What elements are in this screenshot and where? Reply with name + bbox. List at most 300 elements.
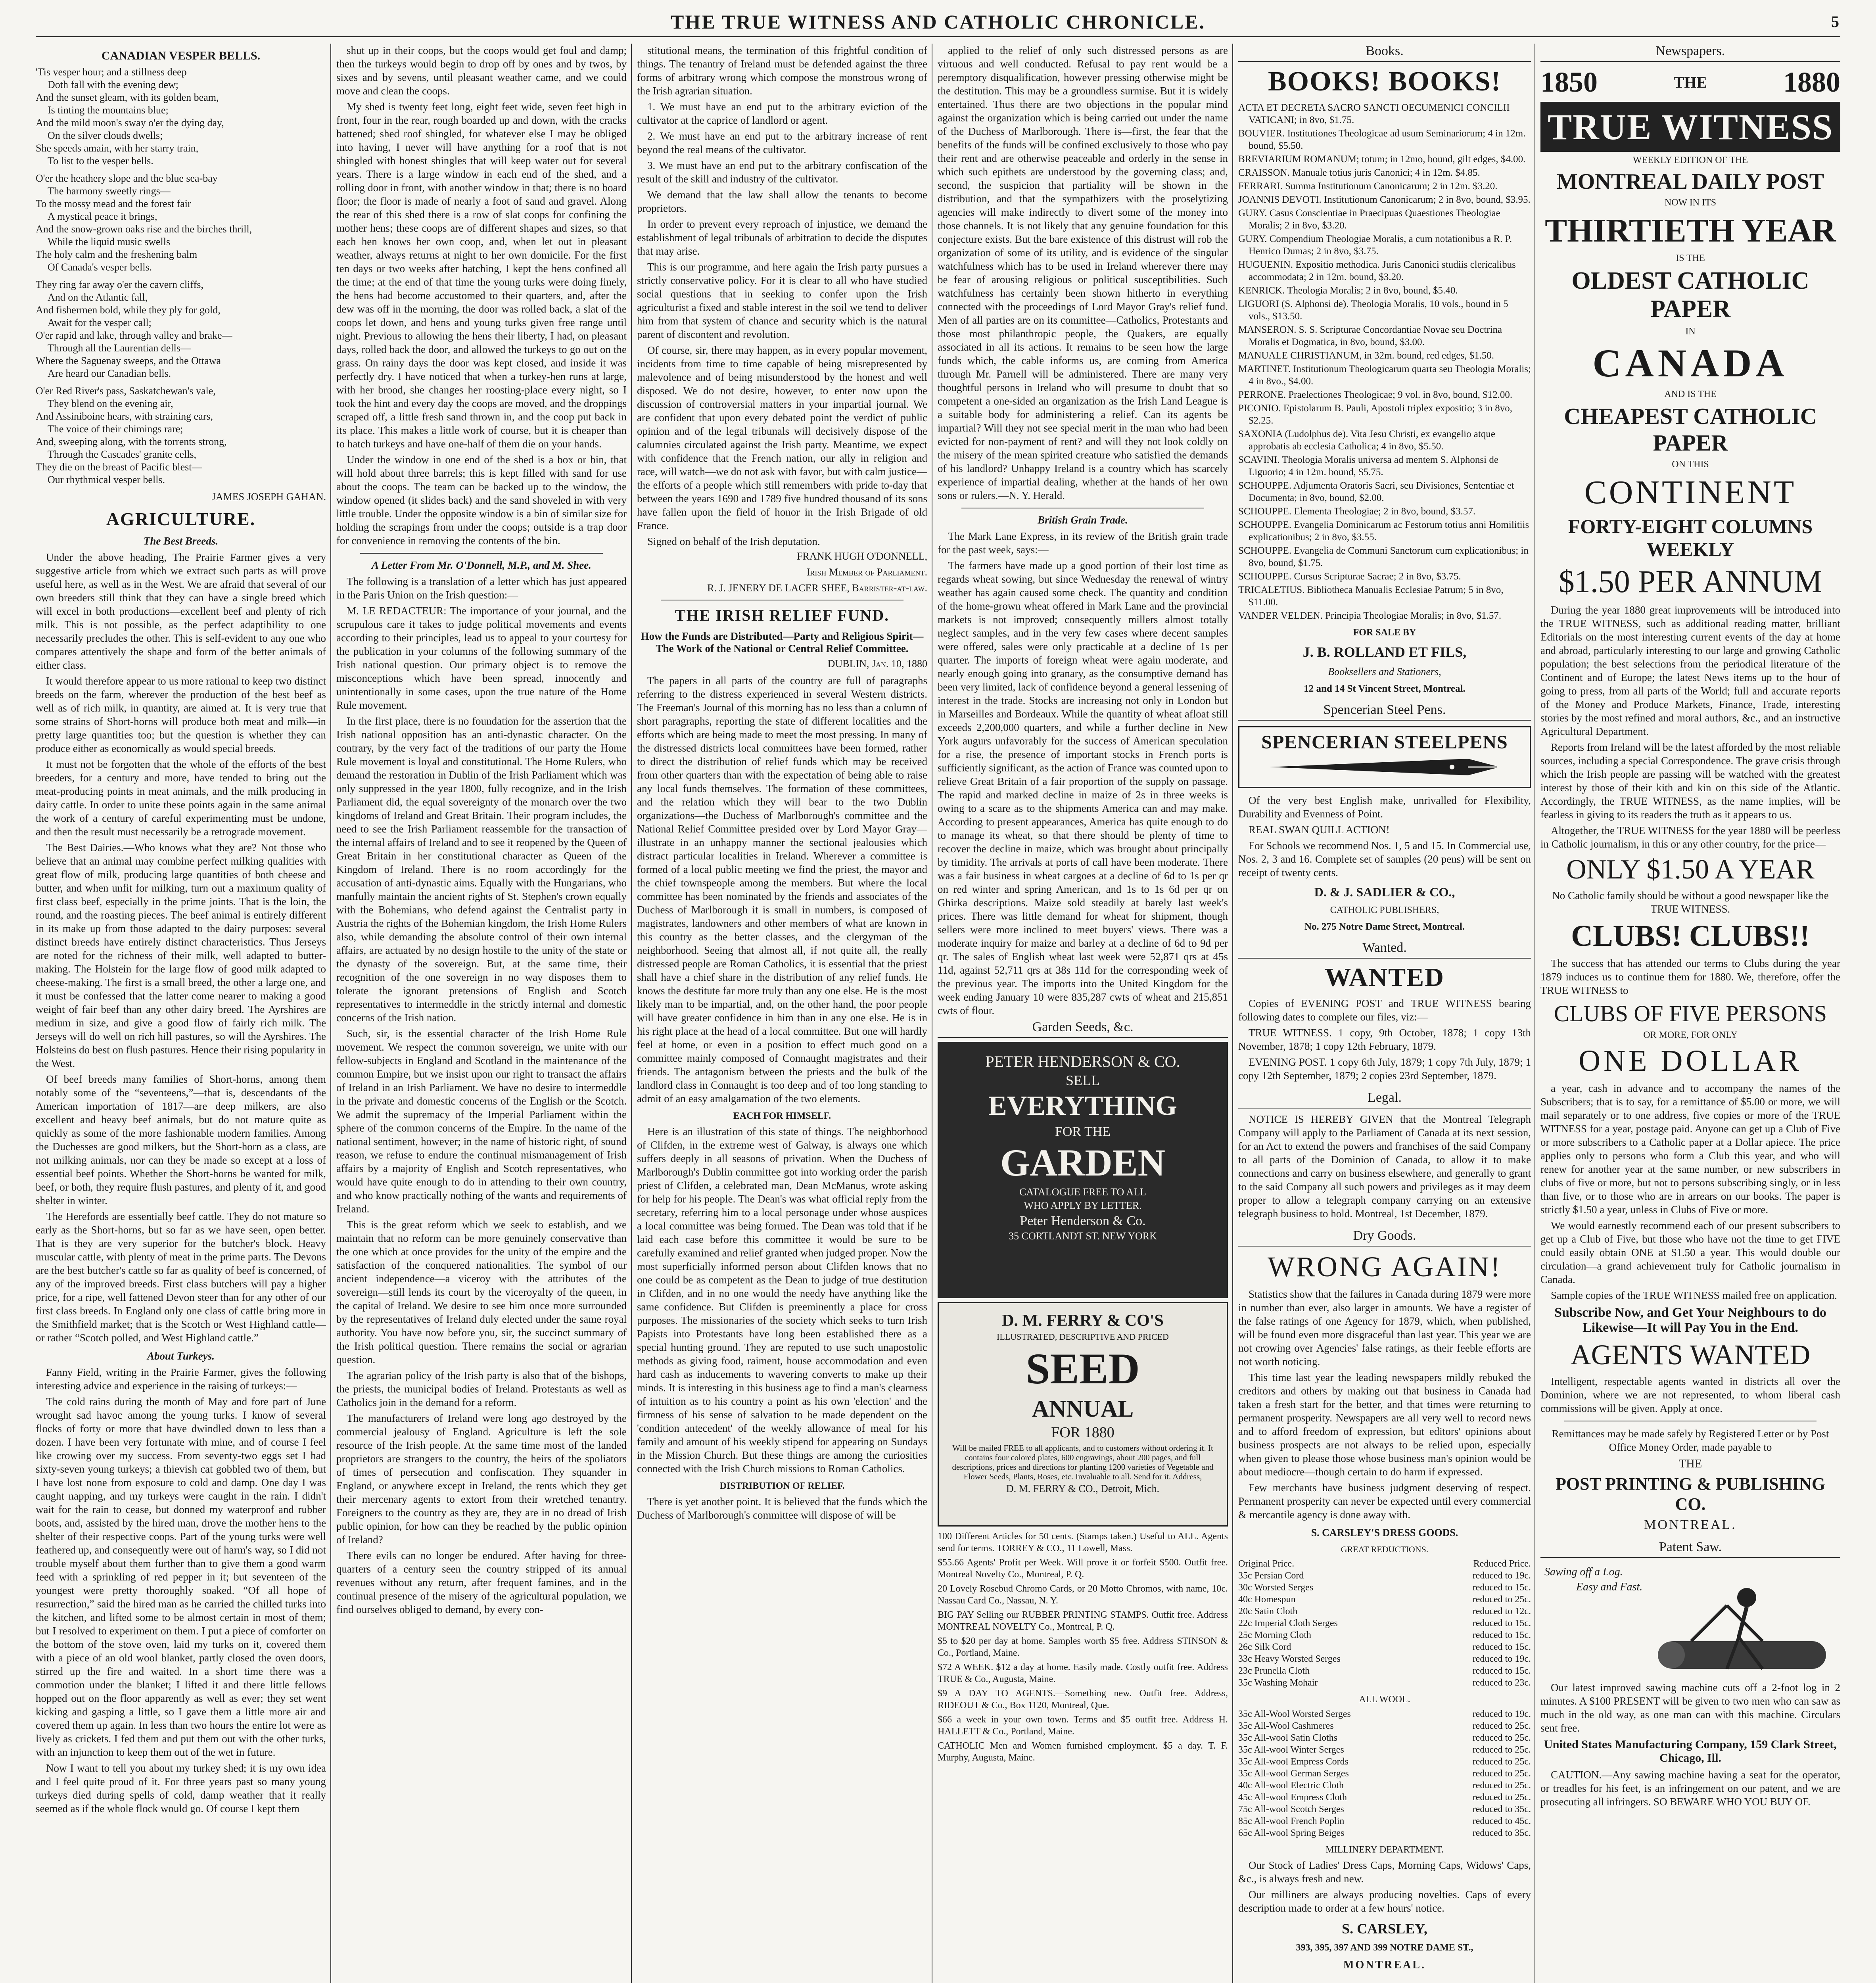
advertiser-name: S. CARSLEY, <box>1342 1921 1427 1937</box>
price-row <box>1238 1768 1531 1780</box>
subhead: DISTRIBUTION OF RELIEF. <box>719 1481 845 1491</box>
poem-line: And the snow-grown oaks rise and the birches thrill, <box>36 223 252 235</box>
paragraph: M. LE REDACTEUR: The importance of your journal, and the scrupulous care it takes to judge political movements and events according to their principles, lead us to appeal to your courtesy for the publication in your columns of the following summary of the Irish national question. Our primary object is to remove the misconceptions which have been spread, innocently and unintentionally in some cases, upon the true nature of the Home Rule movement. <box>336 605 627 711</box>
price-headline: ONE DOLLAR <box>1579 1044 1802 1078</box>
caution-text: CAUTION.—Any sawing machine having a seat for the operator, or treadles for his feet, is an infringement on our patent, and we are prosecuting all infringers. SO BEWARE WHO YOU BUY OF. <box>1540 1769 1840 1808</box>
book-entry: ACTA ET DECRETA SACRO SANCTI OECUMENICI CONCILII VATICANI; in 8vo, $1.75. <box>1238 102 1510 125</box>
book-entry: BREVIARIUM ROMANUM; totum; in 12mo, bound, gilt edges, $4.00. <box>1238 154 1526 165</box>
dateline: DUBLIN, Jan. 10, 1880 <box>827 658 927 669</box>
advertiser-city: MONTREAL. <box>1343 1959 1426 1971</box>
reduced-price: reduced to 35c. <box>1472 1804 1531 1814</box>
paragraph: stitutional means, the termination of this frightful condition of things. The tenantry of Ireland must be defended against the three forms of arbitrary wrong which compose the monstrous wrong of the Irish agrarian situation. <box>637 44 927 97</box>
paragraph: There evils can no longer be endured. After having for three-quarters of a century seen the country stripped of its annual revenues without any return, after frequent famines, and in the continual presence of the misery of the agricultural population, we find ourselves obliged to demand, by every con- <box>336 1550 627 1615</box>
for-sale-label: FOR SALE BY <box>1353 627 1416 638</box>
advertiser-name: D. & J. SADLIER & CO., <box>1314 885 1455 899</box>
classified-ad: $55.66 Agents' Profit per Week. Will prove it or forfeit $500. Outfit free. Montreal Novelty Co., Montreal, P. Q. <box>938 1557 1228 1580</box>
book-entry: MANSERON. S. S. Scripturae Concordantiae Novae seu Doctrina Moralis et Dogmatica, in 8vo, bound, $3.00. <box>1238 324 1502 347</box>
book-entry: SCHOUPPE. Evangelia Dominicarum ac Festorum totius anni Homilitiis explicationibus; 2 in 8vo, $3.55. <box>1238 520 1529 543</box>
book-entry: SCHOUPPE. Evangelia de Communi Sanctorum cum explicationibus; in 8vo, bound, $1.75. <box>1238 545 1529 568</box>
henderson-advert-text <box>939 1043 1227 1252</box>
paragraph: We demand that the law shall allow the tenants to become proprietors. <box>637 189 927 214</box>
column-label: Reduced Price. <box>1473 1559 1531 1569</box>
book-entry: SCHOUPPE. Elementa Theologiae; 2 in 8vo, bound, $3.57. <box>1238 506 1476 517</box>
spencerian-text <box>1238 794 1531 879</box>
poem-line: O'er Red River's pass, Saskatchewan's vale, <box>36 385 216 397</box>
clubs-terms: a year, cash in advance and to accompany the names of the Subscribers; that is to say, for a remittance of $5.00 or more, we will mail separately or to one address, five copies or more of the TRUE WITNESS for a year, postage paid. Anyone can get up a Club of Five or more subscribers to a Catholic paper at a Dollar apiece. The price applies only to persons who form a Club this year, and who will renew for another year at the same number, or new subscribers in clubs of five or more, but not to persons subscribing singly, or in less than five, or to those who are in arrears on our books. The paper is strictly $1.50 a year, unless in Clubs of Five or more. <box>1540 1082 1840 1216</box>
saw-caption: Sawing off a Log. <box>1544 1566 1623 1578</box>
poem-stanza <box>36 172 326 274</box>
paragraph: Under the window in one end of the shed is a box or bin, that will hold about three barrels; this is kept filled with sand for use about the coops. The team can be backed up to the window, the window opened (it slides back) and the sand shoveled in with very little trouble. Under the opposite window is a bin of similar size for holding the scrapings from under the coops; outside is a trap door for convenience in removing the contents of the bin. <box>336 454 627 547</box>
paragraph: Copies of EVENING POST and TRUE WITNESS bearing following dates to complete our files, viz:— <box>1238 997 1531 1023</box>
classified-ad: CATHOLIC Men and Women furnished employment. $5 a day. T. F. Murphy, Augusta, Maine. <box>938 1741 1228 1763</box>
article-heading: About Turkeys. <box>147 1350 215 1362</box>
poem-stanza <box>36 66 326 167</box>
poem-line: The holy calm and the freshening balm <box>36 249 198 260</box>
item-name: 35c All-wool Winter Serges <box>1238 1745 1344 1755</box>
signature: R. J. JENERY DE LACER SHEE, Barrister-at-law. <box>707 582 927 594</box>
reduced-price: reduced to 19c. <box>1472 1571 1531 1581</box>
paragraph: This is our programme, and here again the Irish party pursues a strictly conservative policy. For it is clear to all who have studied social questions that in seeking to confer upon the Irish agriculturist a fixed and stable interest in the soil we tend to deliver him from that system of chance and security which is the natural parent of discontent and revolution. <box>637 261 927 340</box>
article-body <box>637 1125 927 1475</box>
paragraph: In order to prevent every reproach of injustice, we demand the establishment of legal tribunals of arbitration to decide the disputes that may arise. <box>637 218 927 257</box>
paragraph: Now I want to tell you about my turkey shed; it is my own idea and I feel quite proud of it. For three years past so many young turkeys died during spells of cold, damp weather that it really seemed as if the whole flock would go. Of course I kept them <box>36 1762 326 1814</box>
year-start: 1850 <box>1540 66 1598 98</box>
advert-line: EVERYTHING <box>988 1091 1177 1122</box>
reduced-price: reduced to 23c. <box>1472 1678 1531 1688</box>
poem-line: And, sweeping along, with the torrents strong, <box>36 436 227 447</box>
price-row <box>1238 1791 1531 1803</box>
paragraph: Few merchants have business judgment deserving of respect. Permanent prosperity can never be expected until every commercial & mercantile agency is done away with. <box>1238 1482 1531 1521</box>
price-list <box>1238 1708 1531 1839</box>
signature: Irish Member of Parliament. <box>806 566 927 578</box>
publisher-name: POST PRINTING & PUBLISHING CO. <box>1555 1474 1826 1514</box>
poem-line: On the silver clouds dwells; <box>48 130 163 141</box>
item-name: 30c Worsted Serges <box>1238 1582 1314 1593</box>
advert-line: SEED <box>1026 1344 1140 1393</box>
clubs-headline: CLUBS! CLUBS!! <box>1571 919 1810 953</box>
paragraph: The agrarian policy of the Irish party is also that of the bishops, the priests, the municipal bodies of Ireland. Protestants as well as Catholics join in the demand for a reform. <box>336 1369 627 1408</box>
agents-headline: AGENTS WANTED <box>1570 1339 1811 1371</box>
poem-line: Through all the Laurentian dells— <box>48 342 191 354</box>
reduced-price: reduced to 25c. <box>1472 1780 1531 1791</box>
price-headline: $1.50 PER ANNUM <box>1558 564 1822 599</box>
price-row <box>1238 1617 1531 1629</box>
price-list-heading: ALL WOOL. <box>1359 1694 1410 1705</box>
ad-section-title: Wanted. <box>1238 940 1531 959</box>
advertiser-address: 393, 395, 397 AND 399 NOTRE DAME ST., <box>1296 1943 1473 1953</box>
paragraph: 2. We must have an end put to the arbitrary increase of rent beyond the real means of the cultivator. <box>637 130 927 155</box>
subscribe-callout: Subscribe Now, and Get Your Neighbours to do Likewise—It will Pay You in the End. <box>1554 1305 1826 1335</box>
reduced-price: reduced to 15c. <box>1472 1618 1531 1628</box>
article-body <box>637 674 927 1105</box>
column-6 <box>1540 44 1840 1983</box>
sawing-machine-icon <box>1540 1562 1834 1681</box>
price-row <box>1238 1629 1531 1641</box>
tag-line: THIRTIETH YEAR <box>1545 212 1836 249</box>
paragraph: Reports from Ireland will be the latest afforded by the most reliable sources, including a special Correspondence. The grave crisis through which the Irish people are passing will be watched with the greatest interest by those of their kith and kin on this side of the Atlantic. Accordingly, the TRUE WITNESS, as the name implies, will be fearless in giving to its readers the truth as it appears to us. <box>1540 741 1840 821</box>
poem-line: Where the Saguenay sweeps, and the Ottawa <box>36 355 221 366</box>
column-4 <box>938 44 1228 1983</box>
poem-line: They ring far away o'er the cavern cliffs, <box>36 279 203 290</box>
paragraph: The Mark Lane Express, in its review of the British grain trade for the past week, says:— <box>938 530 1228 556</box>
ferry-seed-annual-advert <box>938 1302 1228 1527</box>
book-entry: GURY. Casus Conscientiae in Praecipuas Quaestiones Theologiae Moralis; 2 in 8vo, $3.20. <box>1238 208 1500 231</box>
price-row <box>1238 1827 1531 1839</box>
saw-illustration <box>1540 1562 1840 1681</box>
price-list <box>1238 1570 1531 1689</box>
poem-line: O'er rapid and lake, through valley and brake— <box>36 330 232 341</box>
poem-line: And fishermen bold, while they ply for gold, <box>36 304 221 316</box>
price-row <box>1238 1803 1531 1815</box>
saw-caption: Easy and Fast. <box>1576 1581 1643 1593</box>
ad-section-title: Legal. <box>1238 1090 1531 1108</box>
remittance-text: Remittances may be made safely by Registered Letter or by Post Office Money Order, made payable to <box>1552 1428 1829 1453</box>
paragraph: REAL SWAN QUILL ACTION! <box>1249 824 1390 836</box>
article-title: THE IRISH RELIEF FUND. <box>675 606 890 624</box>
article-heading: British Grain Trade. <box>1038 514 1128 526</box>
column-rule <box>1232 44 1233 1983</box>
reduced-price: reduced to 12c. <box>1472 1606 1531 1617</box>
classified-ad: $72 A WEEK. $12 a day at home. Easily made. Costly outfit free. Address TRUE & Co., Augusta, Maine. <box>938 1662 1228 1684</box>
column-label: Original Price. <box>1238 1559 1295 1569</box>
paragraph: Of the very best English make, unrivalled for Flexibility, Durability and Evenness of Point. <box>1238 794 1531 820</box>
poem-line: Through the Cascades' granite cells, <box>48 449 197 460</box>
poem-line: They blend on the evening air, <box>48 398 173 409</box>
poem-line: To the mossy mead and the forest fair <box>36 198 191 209</box>
article-heading: A Letter From Mr. O'Donnell, M.P., and M. Shee. <box>372 559 591 571</box>
item-name: 22c Imperial Cloth Serges <box>1238 1618 1338 1628</box>
paragraph: Our Stock of Ladies' Dress Caps, Morning Caps, Widows' Caps, &c., is always fresh and new. <box>1238 1859 1531 1885</box>
reduced-price: reduced to 25c. <box>1472 1733 1531 1743</box>
price-list-header <box>1238 1558 1531 1570</box>
wanted-text <box>1238 997 1531 1082</box>
advert-line: FOR 1880 <box>1051 1424 1114 1441</box>
paragraph: Signed on behalf of the Irish deputation. <box>647 535 820 547</box>
article-body <box>336 575 627 1616</box>
price-row <box>1238 1653 1531 1665</box>
book-entry: TRICALETIUS. Bibliotheca Manualis Ecclesiae Patrum; 5 in 8vo, $11.00. <box>1238 585 1504 608</box>
price-row <box>1238 1756 1531 1768</box>
item-name: 35c All-Wool Cashmeres <box>1238 1721 1334 1731</box>
price-row <box>1238 1744 1531 1756</box>
reduced-price: reduced to 15c. <box>1472 1666 1531 1676</box>
advert-line: Peter Henderson & Co. <box>1020 1214 1146 1229</box>
classified-ad: $9 A DAY TO AGENTS.—Something new. Outfit free. Address, RIDEOUT & Co., Box 1120, Montreal, Que. <box>938 1688 1228 1711</box>
legal-notice: NOTICE IS HEREBY GIVEN that the Montreal Telegraph Company will apply to the Parliament of Canada at its next session, for an Act to extend the powers and franchises of the said Company to all parts of the Dominion of Canada, to allow it to make connections and carry on business elsewhere, and generally to grant to the said Company all such powers and privileges as it may deem proper to allow a telegraph company carrying on an extensive telegraph business to hold. Montreal, 1st December, 1879. <box>1238 1113 1531 1220</box>
article-heading: The Best Breeds. <box>143 535 219 547</box>
book-entry: MANUALE CHRISTIANUM, in 32m. bound, red edges, $1.50. <box>1238 350 1494 361</box>
reduced-price: reduced to 45c. <box>1472 1816 1531 1826</box>
advert-line: FOR THE <box>1055 1124 1111 1139</box>
advert-line: CATALOGUE FREE TO ALL <box>1019 1186 1146 1198</box>
paragraph: 1. We must have an end put to the arbitrary eviction of the cultivator at the caprice of landlord or agent. <box>637 101 927 126</box>
item-name: 35c All-wool Empress Cords <box>1238 1757 1348 1767</box>
reduced-price: reduced to 15c. <box>1472 1642 1531 1652</box>
item-name: 26c Silk Cord <box>1238 1642 1291 1652</box>
classified-ads <box>938 1530 1228 1764</box>
price-row <box>1238 1641 1531 1653</box>
price-row <box>1238 1720 1531 1732</box>
book-entry: SCAVINI. Theologia Moralis universa ad mentem S. Alphonsi de Liguorio; 4 in 12m. bound, $5.75. <box>1238 455 1498 478</box>
paragraph: For Schools we recommend Nos. 1, 5 and 15. In Commercial use, Nos. 2, 3 and 16. Complete set of samples (20 pens) will be sent on receipt of twenty cents. <box>1238 840 1531 878</box>
article-body <box>637 44 927 548</box>
paragraph: This is the great reform which we seek to establish, and we maintain that no reform can be more genuinely conservative than the one which at once provides for the unity of the empire and the satisfaction of the conquered nationalities. The symbol of our ancient independence—a viceroy with the attributes of the sovereign—still lends its court by the viceroyalty of the queen, in the capital of Ireland. We desire to see him once more surrounded by the representatives of Ireland duly elected under the same royal authority. You have now before you, sir, the succinct summary of the Irish political question. There remains the social or agrarian question. <box>336 1219 627 1365</box>
article-body <box>36 550 326 1344</box>
true-witness-title: TRUE WITNESS <box>1540 102 1840 152</box>
column-2 <box>336 44 627 1983</box>
classified-ad: 100 Different Articles for 50 cents. (Stamps taken.) Useful to ALL. Agents send for terms. TORREY & CO., 11 Lowell, Mass. <box>938 1531 1228 1553</box>
spencerian-pens-advert <box>1238 726 1531 788</box>
reduced-price: reduced to 25c. <box>1472 1721 1531 1731</box>
item-name: 35c Washing Mohair <box>1238 1678 1318 1688</box>
poem-line: Doth fall with the evening dew; <box>48 79 178 90</box>
reduced-price: reduced to 15c. <box>1472 1630 1531 1640</box>
poem-line: The harmony sweetly rings— <box>48 185 171 197</box>
advert-line: ANNUAL <box>1032 1396 1134 1422</box>
reduced-price: reduced to 19c. <box>1472 1709 1531 1719</box>
paragraph: The Best Dairies.—Who knows what they are? Not those who believe that an animal may combine perfect milking qualities with great flow of milk, producing large quantities of both cheese and butter, and when unfit for milking, turn out a maximum quality of first class beef, especially in the prime joints. That is the loin, the round, and the roasting pieces. The beef animal is entirely different in its make up from those adapted to the dairy purposes: several distinct breeds have entirely distinct characteristics. Thus Jerseys are noted for the richness of their milk, well adapted to butter-making. The Holstein for the large flow of good milk adapted to cheese-making. The first is a small breed, the other a large one, and it must be confessed that the latter come nearer to making a good weight of fair beef than any other dairy breed. The Ayrshires are medium in size, and give a good flow of fairly rich milk. The Jerseys will do well on rich hill pastures, so will the Ayrshires. The Holsteins do best on flush pastures. Hence their rising popularity in the West. <box>36 842 326 1069</box>
article-body <box>336 44 627 547</box>
reduced-price: reduced to 25c. <box>1472 1792 1531 1803</box>
poem-line: A mystical peace it brings, <box>48 211 157 222</box>
poem <box>36 66 326 486</box>
column-1 <box>36 44 326 1983</box>
item-name: 20c Satin Cloth <box>1238 1606 1298 1617</box>
article-subtitle: How the Funds are Distributed—Party and Religious Spirit—The Work of the National or Central Relief Committee. <box>641 630 924 654</box>
reduced-price: reduced to 15c. <box>1472 1582 1531 1593</box>
paragraph: Of beef breeds many families of Short-horns, among them notably some of the “seventeens,”—that is, descendants of the American importation of 1817—are deep milkers, are also excellent and heavy beef animals, but do not mature quite as quickly as some of the more fashionable modern families. Among the Duchesses are good milkers, but the Short-horn as a class, are not milking animals, nor can they be made so except at a loss of essential beef points. Whether the Short-horns be wanted for milk, beef, or both, they require flush pastures, and plenty of it, and good shelter in winter. <box>36 1073 326 1206</box>
classified-ad: $66 a week in your own town. Terms and $5 outfit free. Address H. HALLETT & Co., Portland, Maine. <box>938 1715 1228 1737</box>
paragraph: Fanny Field, writing in the Prairie Farmer, gives the following interesting advice and experience in the raising of turkeys:— <box>36 1366 326 1392</box>
item-name: 85c All-wool French Poplin <box>1238 1816 1345 1826</box>
book-entry: PERRONE. Praelectiones Theologicae; 9 vol. in 8vo, bound, $12.00. <box>1238 389 1513 400</box>
classified-ad: 20 Lovely Rosebud Chromo Cards, or 20 Motto Chromos, with name, 10c. Nassau Card Co., Nassau, N. Y. <box>938 1584 1228 1606</box>
poem-line: Our rhythmical vesper bells. <box>48 474 165 485</box>
masthead-title: THE TRUE WITNESS AND CATHOLIC CHRONICLE. <box>670 11 1206 33</box>
book-entry: GURY. Compendium Theologiae Moralis, a cum notationibus a R. P. Henrico Dumas; 2 in 8vo, $3.75. <box>1238 234 1512 257</box>
column-rule <box>330 44 331 1983</box>
poem-line: O'er the heathery slope and the blue sea-bay <box>36 173 218 184</box>
subscription-text <box>1540 603 1840 851</box>
column-5 <box>1238 44 1531 1983</box>
book-entry: JOANNIS DEVOTI. Institutionum Canonicarum; 2 in 8vo, bound, $3.95. <box>1238 194 1531 205</box>
ad-section-title: Patent Saw. <box>1540 1540 1840 1558</box>
tag-line: CHEAPEST CATHOLIC PAPER <box>1564 403 1817 456</box>
article-body <box>637 1495 927 1522</box>
book-entry: LIGUORI (S. Alphonsi de). Theologia Moralis, 10 vols., bound in 5 vols., $13.50. <box>1238 299 1508 322</box>
paragraph: shut up in their coops, but the coops would get foul and damp; then the turkeys would begin to drop off by ones and by twos, by sixes and by sevens, until pleasant weather came, and we could move and clean the coops. <box>336 44 627 97</box>
divider <box>360 553 603 554</box>
article-body <box>36 1365 326 1815</box>
paragraph: Our milliners are always producing novelties. Caps of every description made to order at a few hours' notice. <box>1238 1889 1531 1914</box>
spencerian-headline: SPENCERIAN STEELPENS <box>1261 732 1508 753</box>
ad-section-title: Books. <box>1238 44 1531 62</box>
poem-line: While the liquid music swells <box>48 236 171 247</box>
henderson-seed-advert <box>938 1042 1228 1298</box>
book-entry: BOUVIER. Institutiones Theologicae ad usum Seminariorum; 4 in 12m. bound, $5.50. <box>1238 128 1526 151</box>
book-list <box>1238 102 1531 622</box>
advert-line: SELL <box>1066 1072 1100 1088</box>
dry-goods-text <box>1238 1287 1531 1521</box>
manufacturer: United States Manufacturing Company, 159 Clark Street, Chicago, Ill. <box>1544 1738 1837 1764</box>
clubs-terms: We would earnestly recommend each of our present subscribers to get up a Club of Five, but those who have not the time to get FIVE could easily obtain ONE at $1.50 a year. This would double our circulation—a grand achievement truly for Catholic journalism in Canada. <box>1540 1220 1840 1285</box>
paragraph: During the year 1880 great improvements will be introduced into the TRUE WITNESS, such as additional reading matter, brilliant Editorials on the most interesting current events of the day at home and abroad, particularly interesting to our large and growing Catholic population; the best selections from the periodical literature of the Continent and of Europe; the latest News items up to the hour of going to press, from all parts of the World; full and accurate reports of the Money and Produce Markets, Finance, Trade, interesting stories by the most refined and moral authors, &c., and an instructive Agricultural Department. <box>1540 604 1840 737</box>
ferry-advert-text <box>939 1303 1227 1503</box>
tag-line: OR MORE, FOR ONLY <box>1643 1030 1738 1040</box>
poem-stanza <box>36 385 326 486</box>
item-name: 40c Homespun <box>1238 1594 1296 1605</box>
books-headline: BOOKS! BOOKS! <box>1268 66 1502 97</box>
advert-line: PETER HENDERSON & CO. <box>985 1053 1180 1070</box>
clubs-text: The success that has attended our terms to Clubs during the year 1879 induces us to continue them for 1880. We, therefore, offer the TRUE WITNESS to <box>1540 957 1840 996</box>
advert-line: ILLUSTRATED, DESCRIPTIVE AND PRICED <box>997 1332 1169 1342</box>
article-body <box>938 529 1228 1017</box>
book-entry: SCHOUPPE. Adjumenta Oratoris Sacri, seu Divisiones, Sententiae et Documenta; in 8vo, bound, $2.00. <box>1238 480 1514 503</box>
reduced-price: reduced to 25c. <box>1472 1757 1531 1767</box>
price-row <box>1238 1677 1531 1689</box>
tag-line: MONTREAL DAILY POST <box>1556 169 1824 194</box>
item-name: 45c All-wool Empress Cloth <box>1238 1792 1347 1803</box>
price-row <box>1238 1708 1531 1720</box>
paragraph: EVENING POST. 1 copy 6th July, 1879; 1 copy 7th July, 1879; 1 copy 12th September, 1879; 2 copies 23rd September, 1879. <box>1238 1056 1531 1082</box>
millinery-text <box>1238 1858 1531 1915</box>
paragraph: Here is an illustration of this state of things. The neighborhood of Clifden, in the extreme west of Galway, is always one which suffers deeply in all seasons of privation. When the Duchess of Marlborough's Dublin committee got into working order the parish priest of Clifden, a celebrated man, Dean McManus, wrote asking for help for his people. The Dean's was what official reply from the secretary, referring him to a local personage under whose auspices a local committee was being formed. The Dean was told that if he laid each case before this committee it would be sure to be carefully examined and relief granted when judged proper. Now the most superficially informed person about Clifden knows that no one could be as competent as the Dean to judge of true destitution in Clifden, and in no one would the needy have anything like the same confidence. But Clifden is preeminently a place for cross purposes. The missionaries of the society which seeks to turn Irish Papists into Protestants have long been established there as a special hunting ground. They are reputed to use such unapostolic methods as giving food, raiment, house accommodation and even hard cash as inducements to wavering converts to make up their minds. It is interesting in this business age to find a man's clearness of intuition as to his country a point as his own 'election' and the firmness of his sense of salvation to be made dependent on the 'condition antecedent' of the weekly allowance of meal for his family and amount of his weekly stipend for appearing on Sundays in the Mission Church. But these things are among the curiosities connected with the Irish Church missions to Roman Catholics. <box>637 1126 927 1475</box>
book-entry: VANDER VELDEN. Principia Theologiae Moralis; in 8vo, $1.57. <box>1238 610 1502 621</box>
price-row <box>1238 1605 1531 1617</box>
paragraph: The manufacturers of Ireland were long ago destroyed by the commercial jealousy of England. Agriculture is left the sole resource of the Irish people. At the same time most of the landed proprietors are strangers to the country, the heirs of the spoliators of times of persecution and confiscation. They squander in England, or anywhere except in Ireland, the rents which they get their mercenary agents to extort from their wretched tenantry. Foreigners to the country as they are, they are in no dread of Irish public opinion, for how can they be reached by the public opinion of Ireland? <box>336 1412 627 1546</box>
poem-title: CANADIAN VESPER BELLS. <box>101 49 261 62</box>
poem-line: Of Canada's vesper bells. <box>48 261 152 273</box>
classified-ad: BIG PAY Selling our RUBBER PRINTING STAMPS. Outfit free. Address MONTREAL NOVELTY Co., Montreal, P. Q. <box>938 1610 1228 1632</box>
advertiser-name: J. B. ROLLAND ET FILS, <box>1302 644 1467 660</box>
book-entry: CRAISSON. Manuale totius juris Canonici; 4 in 12m. $4.85. <box>1238 167 1480 178</box>
clubs-terms: Sample copies of the TRUE WITNESS mailed free on application. <box>1551 1289 1837 1301</box>
book-entry: SAXONIA (Ludolphus de). Vita Jesu Christi, ex evangelio atque approbatis ab ecclesia Catholica; 4 in 8vo, $5.50. <box>1238 429 1495 452</box>
saw-text: Our latest improved sawing machine cuts off a 2-foot log in 2 minutes. A $100 PRESENT will be given to two men who can saw as much in the old way, as one man can with this machine. Circulars sent free. <box>1540 1682 1840 1734</box>
paragraph: The Herefords are essentially beef cattle. They do not mature so early as the Short-horns, but so far as we have seen, open better. That is they are very superior for the butcher's block. Heavy muscular cattle, with plenty of meat in the prime parts. The Devons are the best butcher's cattle so far as quality of beef is concerned, of any of the improved breeds. First class butchers will pay a higher price, for a ripe, well fattened Devon steer than for any other of our first class breeds. In England only one class of cattle bring more in the Smithfield market; that is the Scotch or West Highland cattle—or rather “Scotch polled, and West Highland cattle.” <box>36 1210 326 1344</box>
paragraph: In the first place, there is no foundation for the assertion that the Irish national opposition has an anti-dynastic character. On the contrary, by the very fact of the traditions of our party the Home Rule movement is loyal and constitutional. The Home Rulers, who demand the restoration in Dublin of the Irish Parliament which was only suppressed in the year 1800, fully recognize, and in the Irish Parliament did, the equal sovereignty of the monarch over the two kingdoms of Ireland and Great Britain. Their program includes, the need to see the Irish Parliament reassemble for the transaction of the internal affairs of Ireland and to see it reopened by the Queen of Great Britain in her constitutional character as Queen of the Kingdom of Ireland. There is no room accordingly for the accusation of anti-dynastic aims. Equally with the Hungarians, who manfully maintain the ancient rights of St. Stephen's crown equally with the Bohemians, who defend against the Centralist party in Austria the rights of the Bohemian kingdom, the Irish Home Rulers also, while demanding the absolute control of their own internal affairs, are actuated by no design hostile to the unity of the state or the dynasty of the sovereign. But, at the same time, their recognition of the one sovereign in no way disposes them to tolerate the ignorant pretensions of English and Scotch representatives to intermeddle in the strictly internal and domestic concerns of the Irish nation. <box>336 715 627 1024</box>
poem-line: They die on the breast of Pacific blest— <box>36 461 202 473</box>
advertiser-address: No. 275 Notre Dame Street, Montreal. <box>1304 921 1465 932</box>
advert-line: D. M. FERRY & CO., Detroit, Mich. <box>1006 1483 1160 1495</box>
ad-section-title: Newspapers. <box>1540 44 1840 62</box>
item-name: 35c All-wool Satin Cloths <box>1238 1733 1338 1743</box>
tag-line: AND IS THE <box>1664 389 1717 399</box>
tag-line: WEEKLY EDITION OF THE <box>1632 155 1748 165</box>
price-row <box>1238 1780 1531 1791</box>
item-name: 35c All-wool German Serges <box>1238 1768 1349 1779</box>
poem-line: 'Tis vesper hour; and a stillness deep <box>36 66 187 78</box>
price-row <box>1238 1815 1531 1827</box>
reduced-price: reduced to 35c. <box>1472 1828 1531 1838</box>
page-number: 5 <box>1831 13 1840 31</box>
paragraph: Of course, sir, there may happen, as in every popular movement, incidents from time to time capable of being misrepresented by malevolence and of being misunderstood by the honest and well disposed. We do not desire, however, to enter now upon the discussion of controversial matters in your impartial journal. We are confident that upon every debated point the verdict of public opinion and of the legal tribunals will decisively dispose of the calumnies circulated against the Irish party. Meantime, we expect with confidence that the French nation, our ally in religion and race, will watch—we do not ask with favor, but with calm justice—the efforts of a people which still remembers with pride to-day that between the years 1690 and 1789 five hundred thousand of its sons have fallen upon the field of honor in the Irish Brigade of old France. <box>637 344 927 531</box>
publisher-city: MONTREAL. <box>1644 1517 1737 1532</box>
poem-author: JAMES JOSEPH GAHAN. <box>211 491 326 502</box>
ad-section-title: Dry Goods. <box>1238 1228 1531 1247</box>
tag-line: IS THE <box>1676 253 1705 263</box>
paragraph: TRUE WITNESS. 1 copy, 9th October, 1878; 1 copy 13th November, 1878; 1 copy 12th February, 1879. <box>1238 1027 1531 1052</box>
paragraph: It would therefore appear to us more rational to keep two distinct breeds on the farm, wherever the production of the best beef as well as of rich milk, in quantity, are aimed at. It is very true that some strains of Short-horns will produce both meat and milk—in pretty large quantities too; but the question is whether they can produce either as economically as would special breeds. <box>36 675 326 754</box>
advertiser-address: 12 and 14 St Vincent Street, Montreal. <box>1304 683 1466 694</box>
poem-line: And the sunset gleam, with its golden beam, <box>36 92 219 103</box>
advert-line: WHO APPLY BY LETTER. <box>1024 1200 1142 1212</box>
item-name: 40c All-wool Electric Cloth <box>1238 1780 1344 1791</box>
price-row <box>1238 1594 1531 1605</box>
price-row <box>1238 1732 1531 1744</box>
paragraph: This time last year the leading newspapers mildly rebuked the creditors and others by making out that business in Canada had taken a fresh start for the better, and that times were returning to permanent prosperity. Newspapers are all very well to record news and to afford freedom of expression, but editors' opinions about business prospects are not always to be relied upon, especially when given to please those whose business man's opinion would be about mediocre—though certain to do harm if expressed. <box>1238 1371 1531 1478</box>
reduced-price: reduced to 25c. <box>1472 1768 1531 1779</box>
item-name: 35c All-Wool Worsted Serges <box>1238 1709 1351 1719</box>
year-end: 1880 <box>1783 66 1840 98</box>
advert-line: GARDEN <box>1000 1141 1165 1184</box>
the-label: THE <box>1678 1457 1702 1470</box>
wrong-again-headline: WRONG AGAIN! <box>1268 1251 1502 1283</box>
article-body <box>938 44 1228 502</box>
clubs-offer: CLUBS OF FIVE PERSONS <box>1554 1001 1827 1026</box>
masthead <box>36 8 1840 37</box>
reduced-price: reduced to 25c. <box>1472 1594 1531 1605</box>
paragraph: The following is a translation of a letter which has just appeared in the Paris Union on the Irish question:— <box>336 575 627 601</box>
poem-line: Await for the vesper call; <box>48 317 152 328</box>
paragraph: There is yet another point. It is believed that the funds which the Duchess of Marlborough's committee will dispose of will be <box>637 1496 927 1521</box>
ad-section-title: Spencerian Steel Pens. <box>1238 702 1531 721</box>
book-entry: MARTINET. Institutionum Theologicarum quarta seu Theologia Moralis; 4 in 8vo., $4.00. <box>1238 364 1531 387</box>
paragraph: It must not be forgotten that the whole of the efforts of the best breeders, for a century and more, have tended to bring out the meat-producing points in meat animals, and the milk producing in dairy cattle. In order to unite these points again in the same animal the work of a century of careful experimenting must be undone, and then the result must necessarily be a retrograde movement. <box>36 758 326 838</box>
tag-line: IN <box>1685 326 1696 337</box>
column-3 <box>637 44 927 1983</box>
item-name: 33c Heavy Worsted Serges <box>1238 1654 1341 1664</box>
subhead: EACH FOR HIMSELF. <box>733 1111 831 1121</box>
wanted-headline: WANTED <box>1325 963 1444 992</box>
item-name: 25c Morning Cloth <box>1238 1630 1311 1640</box>
poem-line: The voice of their chimings rare; <box>48 423 183 435</box>
item-name: 23c Prunella Cloth <box>1238 1666 1310 1676</box>
price-row <box>1238 1582 1531 1594</box>
poem-line: And on the Atlantic fall, <box>48 292 148 303</box>
advert-line: D. M. FERRY & CO'S <box>1002 1312 1164 1330</box>
reduced-price: reduced to 25c. <box>1472 1745 1531 1755</box>
signature: FRANK HUGH O'DONNELL, <box>797 550 927 562</box>
item-name: 75c All-wool Scotch Serges <box>1238 1804 1344 1814</box>
poem-line: To list to the vesper bells. <box>48 155 153 167</box>
paragraph: My shed is twenty feet long, eight feet wide, seven feet high in front, four in the rear, rough boarded up and down, with the cracks battened; shed roof shingled, for whatever else I may be obliged into having, I never will have anything for a roof that is not shingled with honest shingles that will keep water out for several years. There is a large window in each end of the shed, and a rolling door in front, with another window in that; there is no board floor; the floor is made of nearly a foot of sand and gravel. Along the rear of this shed there is a row of slat coops for confining the mother hens; these coops are of different shapes and sizes, so that each hen knows her own coop, and, when let out in pleasant weather, always returns at night to her own domicile. For the first ten days or two weeks after hatching, I kept the hens confined all the time; at the end of that time the young turks were doing finely, the hens had become accustomed to their quarters, and, after the dew was off in the morning, the door was rolled back, a slat of the coops let down, and hens and young turks given free range until night. Previous to allowing the hens their liberty, I had, on pleasant days, rolled back the door, and allowed the turkeys to go out on the grass. On rainy days the door was kept closed, and inside it was perfectly dry. I have noticed that when a turkey-hen runs at large, with her brood, she changes her roosting-place every night, so I took the hint and every day the coops are moved, and the droppings scraped off, a little fresh sand thrown in, and the coop put back in its place. This makes a little work of course, but it is cheaper than to hatch turkeys and have one-half of them die on your hands. <box>336 101 627 450</box>
classified-ad: $5 to $20 per day at home. Samples worth $5 free. Address STINSON & Co., Portland, Maine. <box>938 1636 1228 1658</box>
item-name: 65c All-wool Spring Beiges <box>1238 1828 1345 1838</box>
price-row <box>1238 1570 1531 1582</box>
price-row <box>1238 1665 1531 1677</box>
column-rule <box>631 44 632 1983</box>
tag-line: CANADA <box>1592 341 1788 385</box>
book-entry: SCHOUPPE. Cursus Scripturae Sacrae; 2 in 8vo, $3.75. <box>1238 571 1461 582</box>
tag-line: CONTINENT <box>1584 474 1797 511</box>
book-entry: KENRICK. Theologia Moralis; 2 in 8vo, bound, $5.40. <box>1238 285 1458 296</box>
ad-section-title: Garden Seeds, &c. <box>938 1020 1228 1038</box>
book-entry: FERRARI. Summa Institutionum Canonicarum; 2 in 12m. $3.20. <box>1238 181 1498 192</box>
tag-line: FORTY-EIGHT COLUMNS WEEKLY <box>1568 515 1813 560</box>
family-note: No Catholic family should be without a good newspaper like the TRUE WITNESS. <box>1552 890 1829 915</box>
paragraph: Under the above heading, The Prairie Farmer gives a very suggestive article from which we extract such parts as will prove useful here, as well as in the West. We are afraid that several of our own breeders still think that they can have a single breed which will excel in both productions—excellent beef and plenty of rich milk. This is not possible, as the perfect adaptibility to one necessarily precludes the other. This is self-evident to any one who compares attentively the shape and form of the better animals of either class. <box>36 551 326 671</box>
advert-line: Will be mailed FREE to all applicants, and to customers without ordering it. It contains four colored plates, 600 engravings, about 200 pages, and full descriptions, prices and directions for planting 1200 varieties of Vegetable and Flower Seeds, Plants, Roses, etc. Invaluable to all. Send for it. Address, <box>952 1443 1214 1482</box>
agents-text: Intelligent, respectable agents wanted in districts all over the Dominion, where we are not represented, to whom liberal cash commissions will be given. Apply at once. <box>1540 1375 1840 1414</box>
paragraph: The papers in all parts of the country are full of paragraphs referring to the distress experienced in several Western districts. The Freeman's Journal of this morning has no less than a column of short paragraphs, reporting the state of different localities and the efforts which are being made to meet the most pressing. In many of the distressed districts local committees have been formed, rather to direct the distribution of relief funds which may be received from other quarters than with the expectation of being able to raise any local funds themselves. The formation of these committees, and the relation which they will bear to the two Dublin organizations—the Duchess of Marlborough's committee and the National Relief Committee presided over by Lord Mayor Gray—illustrate in an unhappy manner the sectional jealousies which distract particular localities in Ireland. Wherever a committee is formed of a local public meeting we find the priest, the mayor and the chief townspeople among the members. But where the local committee has been nominated by the friends and associates of the Duchess of Marlborough it is small in numbers, is composed of magistrates, landowners and other members of what are known in this country as the better classes, and the clergyman of the neighborhood. Seeing that almost all, if not quite all, the really distressed people are Roman Catholics, it is essential that the priest shall have a chief share in the distribution of any relief funds. He knows the destitute far more truly than any one else. He is the most likely man to be impartial, and, on the other hand, the poor people will have greater confidence in him than in any one else. He is in his right place at the head of a local committee. But one will hardly feel at home, or even in a position to effect much good on a committee mainly composed of Connaught magistrates and their friends. The antagonism between the priests and the bulk of the landlord class in Connaught is too deep and of too long standing to admit of an easy amalgamation of the two elements. <box>637 675 927 1105</box>
department-heading: MILLINERY DEPARTMENT. <box>1325 1845 1444 1855</box>
tag-line: OLDEST CATHOLIC PAPER <box>1571 267 1809 322</box>
paragraph: Statistics show that the failures in Canada during 1879 were more in number than ever, also larger in amounts. We have a register of the false ratings of one Agency for 1879, which, when published, will be found even more disgraceful than last year. This year we are not crowing over Agencies' false ratings, as their feeble efforts are not worth noticing. <box>1238 1288 1531 1367</box>
paragraph: The cold rains during the month of May and fore part of June wrought sad havoc among the young turks. I know of several flocks of forty or more that have dwindled down to less than a dozen. I have been very fortunate with mine, and of course I feel like crowing over my success. From seventy-two eggs set I had sixty-seven young turkeys; a thievish cat gobbled two of them, but I have lost none from exposure to cold and damp. One day I was caught napping, and my turkeys were caught in the rain. I didn't wait for the rain to cease, but donned my waterproof and rubber boots, and, assisted by the hired man, drove the mother hens to the shelter of their respective coops. Part of the young turks were well feathered up, and consequently were out of harm's way, so I did not trouble myself about them further than to give them a good warm feed with a sprinkling of red pepper in it; but seventeen of the youngest were pretty thoroughly soaked. “Of all hope of resurrection,” said the hired man as he carried the chilled turks into the kitchen, and lifted some to be almost certain in most of them; but I resolved to experiment on them. I put a piece of comforter on the bottom of the stove oven, laid my turks on it, covered them with a piece of an old wool blanket, partly closed the oven doors, stirred up the fire and waited. In a short time there was a commotion under the blanket; I lifted it and there little fellows hopped out on the floor apparently as well as ever; they set went kicking and gasping a little, so I gave them a little more air and covered them up again. In less than two hours the entire lot were as lively as crickets. I fed them and put them out with the other turks, with an injunction to keep them out of the wet in future. <box>36 1396 326 1758</box>
poem-line: And the mild moon's sway o'er the dying day, <box>36 117 224 128</box>
paragraph: applied to the relief of only such distressed persons as are virtuous and well conducted. Refusal to pay rent would be a peremptory disqualification, however pressing otherwise might be the destitution. This may be a groundless surmise. But it is widely entertained. Thus there are two objections in the popular mind against the organization which is being carried out under the name of the Duchess of Marlborough. There is—first, the fear that the benefits of the funds will be confined exclusively to those who pay their rent and are otherwise peaceable and orderly in the sense in which such epithets are understood by the governing class; and, second, the suspicion that partiality will be shown in the distribution, and that the sympathizers with the proselytizing agencies will make indirectly to divert some of the money into those channels. It is not likely that any genuine foundation for this conjecture exists. But the bare existence of this distrust will rob the organization of some of its utility, and is evidence of the singular watchfulness which has to be used in Ireland wherever there may be fear of arousing religious or political susceptibilities. Such watchfulness has certainly been shown hitherto in everything connected with the proceedings of Lord Mayor Gray's relief fund. Men of all parties are on its committee—Catholics, Protestants and those most philanthropic people, the Quakers, are equally associated in all its actions. It remains to be seen how the large funds which, the cable informs us, are coming from America through Mr. Parnell will be administered. There are many very thoughtful persons in Ireland who will presume to doubt that so competent a one-sided an organization as the Irish Land League is a suitable body for administering a relief. Can its agents be impartial? Will they not see special merit in the man who had been evicted for non-payment of rent? and will they not look coldly on the misery of the mean spirited creature who satisfied the demands of his landlord? Unhappy Ireland is a country which has scarcely experience of impartial dealing, whether at the hands of her own sons or rulers.—N. Y. Herald. <box>938 44 1228 501</box>
